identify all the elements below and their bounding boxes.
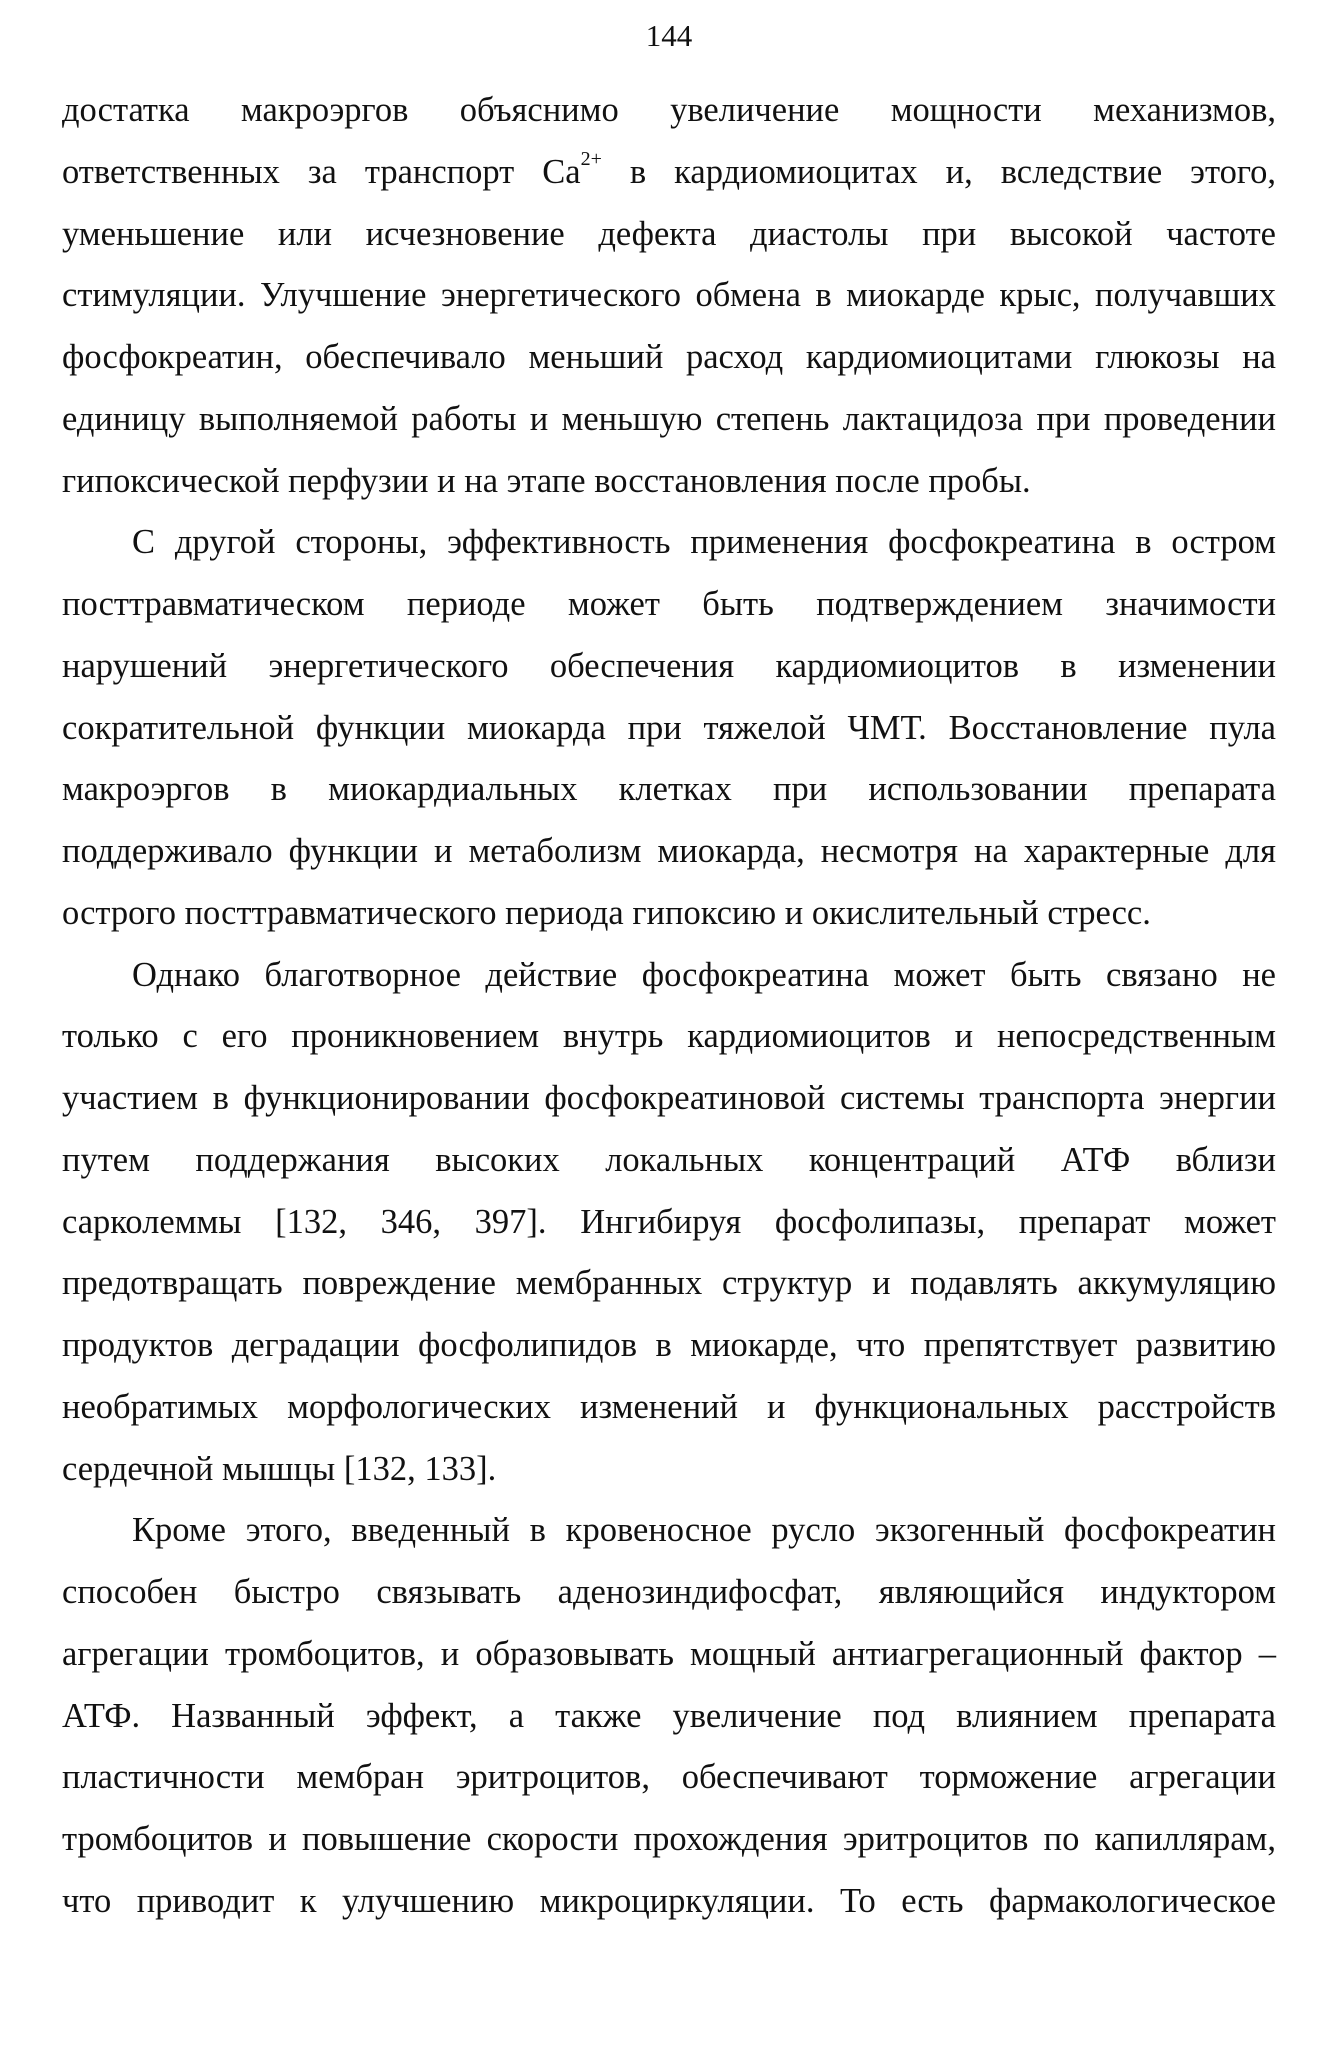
- text-line: агрегации тромбоцитов, и образовывать мощный антиагрегационный фактор –: [62, 1634, 1276, 1673]
- text-segment: ответственных за транспорт Ca: [62, 152, 581, 191]
- text-line: пластичности мембран эритроцитов, обеспечивают торможение агрегации: [62, 1758, 1276, 1797]
- text-line: участием в функционировании фосфокреатиновой системы транспорта энергии: [62, 1079, 1276, 1117]
- text-line: поддерживало функции и метаболизм миокарда, несмотря на характерные для: [62, 832, 1276, 870]
- page-number: 144: [645, 18, 693, 53]
- text-line: АТФ. Названный эффект, а также увеличение под влиянием препарата: [62, 1696, 1276, 1735]
- text-line: способен быстро связывать аденозиндифосфат, являющийся индуктором: [62, 1573, 1276, 1611]
- text-line: [62, 142, 1276, 204]
- text-line: гипоксической перфузии и на этапе восстановления после пробы.: [62, 461, 1031, 500]
- text-line: посттравматическом периоде может быть подтверждением значимости: [62, 585, 1276, 623]
- paragraph-first-line: С другой стороны, эффективность применения фосфокреатина в остром: [132, 523, 1276, 562]
- paragraph-first-line: Однако благотворное действие фосфокреатина может быть связано не: [132, 955, 1276, 994]
- text-line: сарколеммы [132, 346, 397]. Ингибируя фосфолипазы, препарат может: [62, 1202, 1276, 1241]
- text-line: продуктов деградации фосфолипидов в миокарде, что препятствует развитию: [62, 1326, 1276, 1364]
- paragraph-first-line: Кроме этого, введенный в кровеносное русло экзогенный фосфокреатин: [132, 1511, 1276, 1550]
- text-line: только с его проникновением внутрь кардиомиоцитов и непосредственным: [62, 1017, 1276, 1056]
- calcium-charge-superscript: 2+: [580, 147, 602, 170]
- text-line: что приводит к улучшению микроциркуляции. То есть фармакологическое: [62, 1881, 1276, 1920]
- text-line: единицу выполняемой работы и меньшую степень лактацидоза при проведении: [62, 399, 1276, 438]
- text-line: острого посттравматического периода гипоксию и окислительный стресс.: [62, 893, 1151, 932]
- text-line: сердечной мышцы [132, 133].: [62, 1449, 497, 1488]
- text-line: достатка макроэргов объяснимо увеличение мощности механизмов,: [62, 91, 1276, 129]
- text-line: тромбоцитов и повышение скорости прохождения эритроцитов по капиллярам,: [62, 1820, 1276, 1858]
- text-line: путем поддержания высоких локальных концентраций АТФ вблизи: [62, 1140, 1276, 1179]
- text-segment: в кардиомиоцитах и, вследствие этого,: [629, 152, 1277, 191]
- text-line: необратимых морфологических изменений и функциональных расстройств: [62, 1387, 1276, 1426]
- text-line: макроэргов в миокардиальных клетках при использовании препарата: [62, 770, 1276, 809]
- text-line: уменьшение или исчезновение дефекта диастолы при высокой частоте: [62, 214, 1276, 253]
- text-line: сократительной функции миокарда при тяжелой ЧМТ. Восстановление пула: [62, 708, 1276, 747]
- body-text: [62, 80, 1276, 1933]
- text-line: фосфокреатин, обеспечивало меньший расход кардиомиоцитами глюкозы на: [62, 338, 1276, 376]
- text-line: нарушений энергетического обеспечения кардиомиоцитов в изменении: [62, 646, 1276, 685]
- text-line: предотвращать повреждение мембранных структур и подавлять аккумуляцию: [62, 1264, 1276, 1303]
- text-line: стимуляции. Улучшение энергетического обмена в миокарде крыс, получавших: [62, 276, 1276, 315]
